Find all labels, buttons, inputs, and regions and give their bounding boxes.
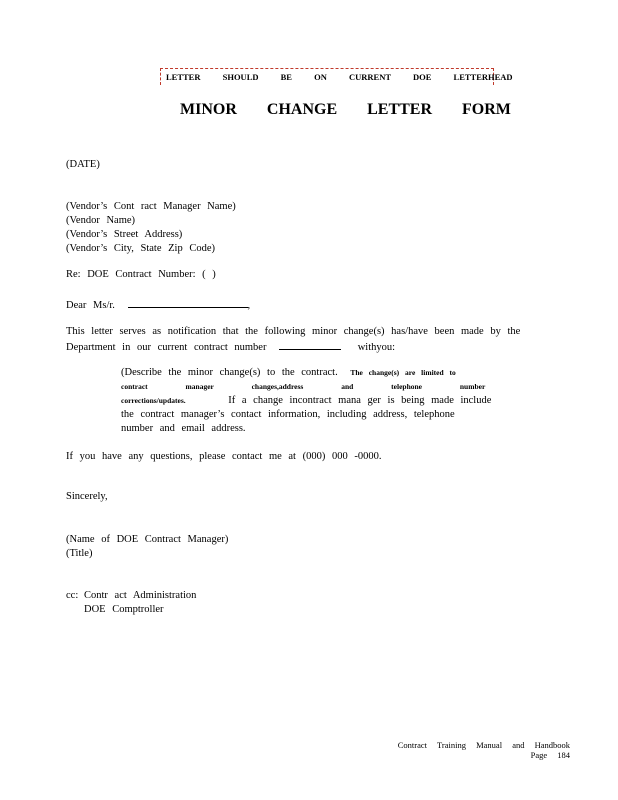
salutation-prefix: Dear Ms/r. [66, 300, 115, 311]
cc-item: DOE Comptroller [84, 604, 164, 615]
cc-label: cc: [66, 590, 79, 601]
date-placeholder: (DATE) [66, 159, 100, 170]
indent-line [121, 394, 491, 408]
body-line-part: withyou: [357, 342, 396, 353]
closing: Sincerely, [66, 491, 108, 502]
indent-line: the contract manager’s contact information, including address, telephone [121, 409, 455, 420]
footer-title: Contract Training Manual and Handbook [397, 740, 570, 750]
signature-title: (Title) [66, 548, 93, 559]
address-line: (Vendor Name) [66, 215, 136, 226]
indent-text: (Describe the minor change(s) to the contract. [121, 367, 338, 378]
contract-number-blank [279, 339, 341, 350]
address-line: (Vendor’s Street Address) [66, 229, 183, 240]
address-line: (Vendor’s City, State Zip Code) [66, 243, 215, 254]
questions-line: If you have any questions, please contact me at (000) 000 -0000. [66, 451, 382, 462]
indent-line: number and email address. [121, 423, 246, 434]
indent-line: contract manager changes,address and telephone number [121, 382, 486, 391]
indented-description [121, 366, 491, 436]
indent-small-text: The change(s) are limited to [350, 368, 456, 377]
body-line-part: Department in our current contract number [66, 342, 267, 353]
salutation [66, 297, 250, 313]
body-line: This letter serves as notification that the following minor change(s) has/have been made by the [66, 326, 521, 337]
indent-small-text: corrections/updates. [121, 396, 186, 405]
salutation-suffix: , [247, 300, 251, 311]
page-footer [398, 740, 570, 760]
body-line [66, 339, 520, 355]
indent-text: If a change incontract mana ger is being made include [228, 395, 492, 406]
re-line: Re: DOE Contract Number: ( ) [66, 269, 216, 280]
signature-name: (Name of DOE Contract Manager) [66, 534, 229, 545]
cc-item: Contr act Administration [84, 590, 197, 601]
address-block [66, 200, 236, 256]
cc-list [84, 589, 196, 617]
signature-block [66, 533, 228, 561]
body-paragraph-1 [66, 325, 520, 355]
name-blank [128, 297, 248, 308]
letterhead-banner: LETTER SHOULD BE ON CURRENT DOE LETTERHEAD [166, 72, 513, 82]
address-line: (Vendor’s Cont ract Manager Name) [66, 201, 236, 212]
indent-line [121, 366, 491, 380]
page-title: MINOR CHANGE LETTER FORM [180, 101, 511, 118]
page-number: Page 184 [530, 750, 570, 760]
